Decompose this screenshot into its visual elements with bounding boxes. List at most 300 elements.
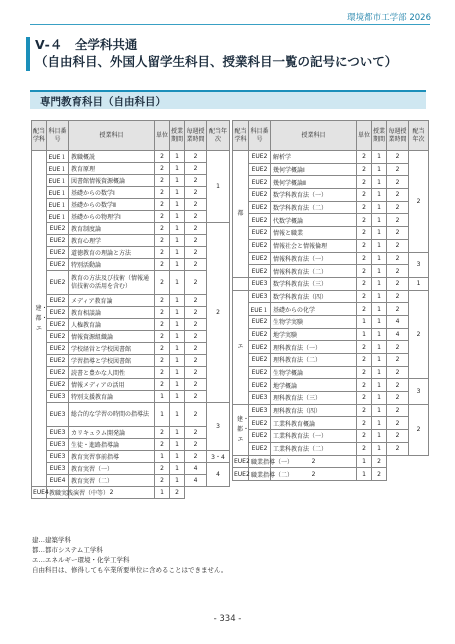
weekly-hours-cell: 2 xyxy=(387,379,409,392)
units-cell: 2 xyxy=(357,163,372,176)
course-code-cell: EUE2 xyxy=(233,455,249,468)
course-code-cell: EUE１ xyxy=(47,175,69,187)
course-name-cell: 代数学概論 xyxy=(271,214,357,227)
course-name-cell: 解析学 xyxy=(271,151,357,164)
table-row xyxy=(32,247,230,259)
table-row xyxy=(32,163,230,175)
table-row xyxy=(233,290,429,303)
period-cell: 1 xyxy=(372,265,387,278)
course-name-cell: 教育相談論 xyxy=(69,307,155,319)
course-name-cell: 教育実習（一） xyxy=(69,463,155,475)
course-code-cell: EUE2 xyxy=(47,307,69,319)
course-name-cell: カリキュラム開発論 xyxy=(69,427,155,439)
period-cell: 1 xyxy=(372,201,387,214)
course-name-cell: 地学実験 xyxy=(271,328,357,341)
units-cell: 2 xyxy=(357,265,372,278)
weekly-hours-cell: 2 xyxy=(387,214,409,227)
period-cell: 1 xyxy=(372,430,387,443)
course-name-cell: 理科教育法（三） xyxy=(271,392,357,405)
year-cell: 3・4 xyxy=(207,451,230,463)
units-cell: 2 xyxy=(155,199,170,211)
weekly-hours-cell: 2 xyxy=(372,468,387,481)
column-header: 単位 xyxy=(155,121,170,151)
course-name-cell: 特別支援教育論 xyxy=(69,391,155,403)
column-header: 配当年次 xyxy=(409,121,429,151)
weekly-hours-cell: 2 xyxy=(185,451,207,463)
table-row xyxy=(32,331,230,343)
course-code-cell: EUE2 xyxy=(249,176,271,189)
course-name-cell: 基礎からの数学Ⅰ xyxy=(69,187,155,199)
units-cell: 2 xyxy=(155,379,170,391)
department-label: エ xyxy=(237,343,244,351)
units-cell: 2 xyxy=(357,303,372,316)
course-code-cell: EUE2 xyxy=(249,265,271,278)
course-name-cell: 生物学実験 xyxy=(271,315,357,328)
course-name-cell: 人権教育論 xyxy=(69,319,155,331)
course-name-cell: 職業指導（二） xyxy=(249,468,271,481)
weekly-hours-cell: 2 xyxy=(387,404,409,417)
course-code-cell: EUE2 xyxy=(249,163,271,176)
footnote: エ…エネルギー環境・化学工学科 xyxy=(32,556,130,564)
table-row xyxy=(32,235,230,247)
units-cell: 2 xyxy=(357,151,372,164)
header-department-tag: 環境都市工学部 2026 xyxy=(347,13,431,23)
course-code-cell: EUE2 xyxy=(249,189,271,202)
course-code-cell: EUE2 xyxy=(249,417,271,430)
course-code-cell: EUE１ xyxy=(249,303,271,316)
course-name-cell: 工業科教育概論 xyxy=(271,417,357,430)
table-row xyxy=(32,367,230,379)
course-name-cell: 情報資源組織論 xyxy=(69,331,155,343)
units-cell: 2 xyxy=(271,455,357,468)
course-name-cell: 生物学概論 xyxy=(271,366,357,379)
course-name-cell: 理科教育法（四） xyxy=(271,404,357,417)
course-name-cell: 数学科教育法（一） xyxy=(271,189,357,202)
units-cell: 2 xyxy=(357,290,372,303)
year-cell: 4 xyxy=(207,463,230,487)
period-cell: 1 xyxy=(170,343,185,355)
weekly-hours-cell: 4 xyxy=(387,328,409,341)
course-code-cell: EUE2 xyxy=(249,227,271,240)
table-row xyxy=(233,366,429,379)
column-header: 授業期間 xyxy=(372,121,387,151)
weekly-hours-cell: 2 xyxy=(185,439,207,451)
course-code-cell: EUE3 xyxy=(47,391,69,403)
table-row xyxy=(32,307,230,319)
period-cell: 1 xyxy=(357,468,372,481)
course-name-cell: 学校経営と学校図書館 xyxy=(69,343,155,355)
course-name-cell: 教職実践演習（中等） xyxy=(47,487,69,499)
year-cell: 1 xyxy=(207,151,230,223)
table-row xyxy=(233,328,429,341)
units-cell: 2 xyxy=(357,341,372,354)
footnote: 自由科目は、修得しても卒業所要単位に含めることはできません。 xyxy=(32,566,228,574)
period-cell: 1 xyxy=(170,475,185,487)
table-row xyxy=(233,455,429,468)
course-code-cell: EUE4 xyxy=(47,475,69,487)
period-cell: 1 xyxy=(170,367,185,379)
course-name-cell: 教育実習（二） xyxy=(69,475,155,487)
course-code-cell: EUE2 xyxy=(249,315,271,328)
course-name-cell: 情報科教育法（一） xyxy=(271,252,357,265)
course-code-cell: EUE2 xyxy=(47,379,69,391)
course-name-cell: 教育原理 xyxy=(69,163,155,175)
period-cell: 1 xyxy=(170,355,185,367)
table-header-row xyxy=(32,121,230,151)
footnote: 都…都市システム工学科 xyxy=(32,546,103,554)
column-header: 配当学科 xyxy=(32,121,47,151)
course-name-cell: 特別活動論 xyxy=(69,259,155,271)
weekly-hours-cell: 2 xyxy=(387,252,409,265)
course-code-cell: EUE2 xyxy=(249,366,271,379)
course-code-cell: EUE2 xyxy=(249,379,271,392)
table-row xyxy=(32,379,230,391)
course-code-cell: EUE2 xyxy=(233,468,249,481)
period-cell: 1 xyxy=(372,176,387,189)
course-name-cell: 教職概説 xyxy=(69,151,155,163)
course-name-cell: 情報メディアの活用 xyxy=(69,379,155,391)
units-cell: 2 xyxy=(155,175,170,187)
column-header: 科目番号 xyxy=(249,121,271,151)
units-cell: 2 xyxy=(155,331,170,343)
table-row xyxy=(32,487,230,499)
weekly-hours-cell: 2 xyxy=(185,367,207,379)
course-name-cell: 地学概論 xyxy=(271,379,357,392)
table-row xyxy=(32,271,230,295)
table-row xyxy=(233,417,429,430)
period-cell: 1 xyxy=(170,427,185,439)
course-code-cell: EUE2 xyxy=(47,271,69,295)
column-header: 配当年次 xyxy=(207,121,230,151)
table-row xyxy=(233,430,429,443)
units-cell: 1 xyxy=(357,328,372,341)
period-cell: 1 xyxy=(170,199,185,211)
table-header-row xyxy=(233,121,429,151)
table-row xyxy=(233,404,429,417)
column-header: 毎週授業時間 xyxy=(185,121,207,151)
units-cell: 2 xyxy=(357,442,372,455)
period-cell: 1 xyxy=(170,463,185,475)
column-header: 配当学科 xyxy=(233,121,249,151)
course-name-cell: 教育の方法及び技術（情報通信技術の活用を含む） xyxy=(69,271,155,295)
units-cell: 2 xyxy=(155,151,170,163)
department-cell xyxy=(233,277,249,290)
units-cell: 2 xyxy=(155,463,170,475)
period-cell: 1 xyxy=(170,151,185,163)
period-cell: 1 xyxy=(372,277,387,290)
period-cell: 1 xyxy=(170,391,185,403)
weekly-hours-cell: 2 xyxy=(387,417,409,430)
course-code-cell: EUE2 xyxy=(47,343,69,355)
course-name-cell: 工業科教育法（二） xyxy=(271,442,357,455)
course-code-cell: EUE2 xyxy=(249,354,271,367)
units-cell: 2 xyxy=(155,295,170,307)
course-code-cell: EUE2 xyxy=(47,367,69,379)
units-cell: 2 xyxy=(357,277,372,290)
weekly-hours-cell: 2 xyxy=(185,295,207,307)
units-cell: 2 xyxy=(155,223,170,235)
course-code-cell: EUE2 xyxy=(249,341,271,354)
weekly-hours-cell: 4 xyxy=(387,315,409,328)
weekly-hours-cell: 2 xyxy=(185,163,207,175)
course-name-cell: 学習指導と学校図書館 xyxy=(69,355,155,367)
table-row xyxy=(32,403,230,427)
column-header: 毎週授業時間 xyxy=(387,121,409,151)
weekly-hours-cell: 4 xyxy=(185,475,207,487)
units-cell: 2 xyxy=(155,307,170,319)
table-row xyxy=(32,223,230,235)
footnote: 建…建築学科 xyxy=(32,536,71,544)
course-code-cell: EUE2 xyxy=(249,252,271,265)
table-row xyxy=(233,315,429,328)
left-course-table xyxy=(31,120,230,499)
table-row xyxy=(233,239,429,252)
course-name-cell: 基礎からの物理学Ⅰ xyxy=(69,211,155,223)
units-cell: 2 xyxy=(357,201,372,214)
table-row xyxy=(233,176,429,189)
units-cell: 2 xyxy=(155,475,170,487)
table-row xyxy=(233,189,429,202)
course-name-cell: 情報科教育法（二） xyxy=(271,265,357,278)
table-row xyxy=(233,163,429,176)
units-cell: 1 xyxy=(357,315,372,328)
course-name-cell: 工業科教育法（一） xyxy=(271,430,357,443)
table-row xyxy=(233,227,429,240)
units-cell: 1 xyxy=(155,403,170,427)
period-cell: 1 xyxy=(372,189,387,202)
weekly-hours-cell: 2 xyxy=(387,265,409,278)
course-code-cell: EUE2 xyxy=(47,355,69,367)
table-row xyxy=(32,295,230,307)
weekly-hours-cell: 2 xyxy=(170,487,185,499)
department-label: 建・都・エ xyxy=(35,304,48,332)
course-code-cell: EUE2 xyxy=(47,259,69,271)
period-cell: 1 xyxy=(372,214,387,227)
period-cell: 1 xyxy=(372,379,387,392)
period-cell: 1 xyxy=(372,151,387,164)
course-code-cell: EUE2 xyxy=(47,331,69,343)
column-header: 単位 xyxy=(357,121,372,151)
table-row xyxy=(233,354,429,367)
units-cell: 2 xyxy=(155,235,170,247)
period-cell: 1 xyxy=(372,315,387,328)
units-cell: 2 xyxy=(357,392,372,405)
course-code-cell: EUE2 xyxy=(47,223,69,235)
period-cell: 1 xyxy=(372,354,387,367)
period-cell: 1 xyxy=(170,259,185,271)
year-cell: 3 xyxy=(409,252,429,277)
weekly-hours-cell: 2 xyxy=(185,307,207,319)
department-label: 建・都・エ xyxy=(237,415,250,443)
section-title: 専門教育科目（自由科目） xyxy=(40,96,166,108)
table-row xyxy=(32,475,230,487)
units-cell: 2 xyxy=(155,247,170,259)
units-cell: 2 xyxy=(357,417,372,430)
table-row xyxy=(32,199,230,211)
course-name-cell: 基礎からの数学Ⅱ xyxy=(69,199,155,211)
course-code-cell: EUE3 xyxy=(47,451,69,463)
weekly-hours-cell: 4 xyxy=(185,463,207,475)
table-row xyxy=(233,214,429,227)
weekly-hours-cell: 2 xyxy=(387,176,409,189)
right-course-table xyxy=(232,120,429,481)
table-row xyxy=(32,187,230,199)
period-cell: 1 xyxy=(372,392,387,405)
table-row xyxy=(233,277,429,290)
course-name-cell: 幾何学概論Ⅱ xyxy=(271,176,357,189)
table-row xyxy=(32,463,230,475)
course-code-cell: EUE2 xyxy=(47,235,69,247)
year-cell: 2 xyxy=(409,404,429,455)
course-name-cell: 生徒・進路指導論 xyxy=(69,439,155,451)
period-cell: 1 xyxy=(372,442,387,455)
period-cell: 1 xyxy=(372,328,387,341)
table-row xyxy=(32,343,230,355)
column-header: 授業期間 xyxy=(170,121,185,151)
course-name-cell: 基礎からの化学 xyxy=(271,303,357,316)
weekly-hours-cell: 2 xyxy=(387,163,409,176)
units-cell: 2 xyxy=(155,319,170,331)
department-cell xyxy=(233,290,249,404)
period-cell: 1 xyxy=(372,239,387,252)
table-row xyxy=(233,303,429,316)
weekly-hours-cell: 2 xyxy=(387,201,409,214)
period-cell: 1 xyxy=(170,319,185,331)
department-label: 都 xyxy=(237,209,244,217)
page-number: - 334 - xyxy=(213,614,242,624)
course-name-cell: 数学科教育法（二） xyxy=(271,201,357,214)
course-name-cell: 理科教育法（二） xyxy=(271,354,357,367)
course-code-cell: EUE１ xyxy=(47,199,69,211)
header-divider xyxy=(30,24,430,25)
course-code-cell: EUE2 xyxy=(47,247,69,259)
weekly-hours-cell: 2 xyxy=(185,247,207,259)
weekly-hours-cell: 2 xyxy=(185,427,207,439)
weekly-hours-cell: 2 xyxy=(185,391,207,403)
section-banner xyxy=(30,90,426,109)
weekly-hours-cell: 2 xyxy=(387,290,409,303)
course-code-cell: EUE１ xyxy=(47,151,69,163)
weekly-hours-cell: 2 xyxy=(185,403,207,427)
period-cell: 1 xyxy=(170,163,185,175)
course-name-cell: 教育制度論 xyxy=(69,223,155,235)
course-code-cell: EUE3 xyxy=(47,427,69,439)
table-row xyxy=(32,259,230,271)
weekly-hours-cell: 2 xyxy=(185,379,207,391)
weekly-hours-cell: 2 xyxy=(185,151,207,163)
units-cell: 2 xyxy=(155,163,170,175)
table-row xyxy=(233,252,429,265)
table-row xyxy=(32,451,230,463)
course-name-cell: 理科教育法（一） xyxy=(271,341,357,354)
year-cell: 2 xyxy=(409,290,429,379)
period-cell: 1 xyxy=(170,379,185,391)
course-name-cell: 数学科教育法（四） xyxy=(271,290,357,303)
period-cell: 1 xyxy=(170,331,185,343)
weekly-hours-cell: 2 xyxy=(387,430,409,443)
weekly-hours-cell: 2 xyxy=(387,392,409,405)
year-cell: 2 xyxy=(409,151,429,253)
table-row xyxy=(233,442,429,455)
units-cell: 2 xyxy=(69,487,155,499)
course-code-cell: EUE3 xyxy=(47,463,69,475)
table-row xyxy=(233,151,429,164)
course-code-cell: EUE2 xyxy=(249,442,271,455)
weekly-hours-cell: 2 xyxy=(185,223,207,235)
units-cell: 2 xyxy=(357,404,372,417)
course-code-cell: EUE2 xyxy=(249,328,271,341)
units-cell: 2 xyxy=(357,227,372,240)
course-code-cell: EUE2 xyxy=(47,295,69,307)
units-cell: 2 xyxy=(357,379,372,392)
units-cell: 2 xyxy=(357,366,372,379)
period-cell: 1 xyxy=(170,175,185,187)
weekly-hours-cell: 2 xyxy=(185,331,207,343)
course-name-cell: 道徳教育の理論と方法 xyxy=(69,247,155,259)
weekly-hours-cell: 2 xyxy=(387,341,409,354)
table-row xyxy=(32,439,230,451)
course-name-cell: 教育心理学 xyxy=(69,235,155,247)
course-code-cell: EUE１ xyxy=(47,211,69,223)
weekly-hours-cell: 2 xyxy=(185,235,207,247)
weekly-hours-cell: 2 xyxy=(185,199,207,211)
course-name-cell: 読書と豊かな人間性 xyxy=(69,367,155,379)
year-cell: 1 xyxy=(409,277,429,290)
period-cell: 1 xyxy=(170,439,185,451)
table-row xyxy=(32,427,230,439)
units-cell: 2 xyxy=(271,468,357,481)
units-cell: 2 xyxy=(357,252,372,265)
period-cell: 1 xyxy=(155,487,170,499)
period-cell: 1 xyxy=(170,271,185,295)
weekly-hours-cell: 2 xyxy=(387,303,409,316)
table-row xyxy=(32,391,230,403)
period-cell: 1 xyxy=(372,366,387,379)
course-code-cell: EUE3 xyxy=(249,392,271,405)
year-cell: 3 xyxy=(409,379,429,404)
period-cell: 1 xyxy=(170,295,185,307)
page-title xyxy=(35,36,397,70)
course-code-cell: EUE3 xyxy=(47,403,69,427)
department-cell xyxy=(32,151,47,487)
units-cell: 2 xyxy=(155,343,170,355)
period-cell: 1 xyxy=(170,451,185,463)
table-row xyxy=(32,175,230,187)
year-cell: 3 xyxy=(207,403,230,451)
table-row xyxy=(233,201,429,214)
period-cell: 1 xyxy=(170,247,185,259)
period-cell: 1 xyxy=(372,290,387,303)
units-cell: 2 xyxy=(357,189,372,202)
course-code-cell: EUE１ xyxy=(47,163,69,175)
title-accent-bar xyxy=(26,37,30,71)
weekly-hours-cell: 2 xyxy=(372,455,387,468)
units-cell: 2 xyxy=(155,355,170,367)
weekly-hours-cell: 2 xyxy=(387,354,409,367)
weekly-hours-cell: 2 xyxy=(387,442,409,455)
course-name-cell: 数学科教育法（三） xyxy=(271,277,357,290)
course-code-cell: EUE3 xyxy=(249,277,271,290)
table-row xyxy=(32,151,230,163)
period-cell: 1 xyxy=(372,341,387,354)
course-name-cell: 情報社会と情報倫理 xyxy=(271,239,357,252)
page-title-line1: Ⅴ-４ 全学科共通 xyxy=(35,37,138,52)
weekly-hours-cell: 2 xyxy=(185,343,207,355)
units-cell: 2 xyxy=(155,271,170,295)
table-row xyxy=(32,355,230,367)
course-code-cell: EUE2 xyxy=(47,319,69,331)
course-name-cell: 職業指導（一） xyxy=(249,455,271,468)
